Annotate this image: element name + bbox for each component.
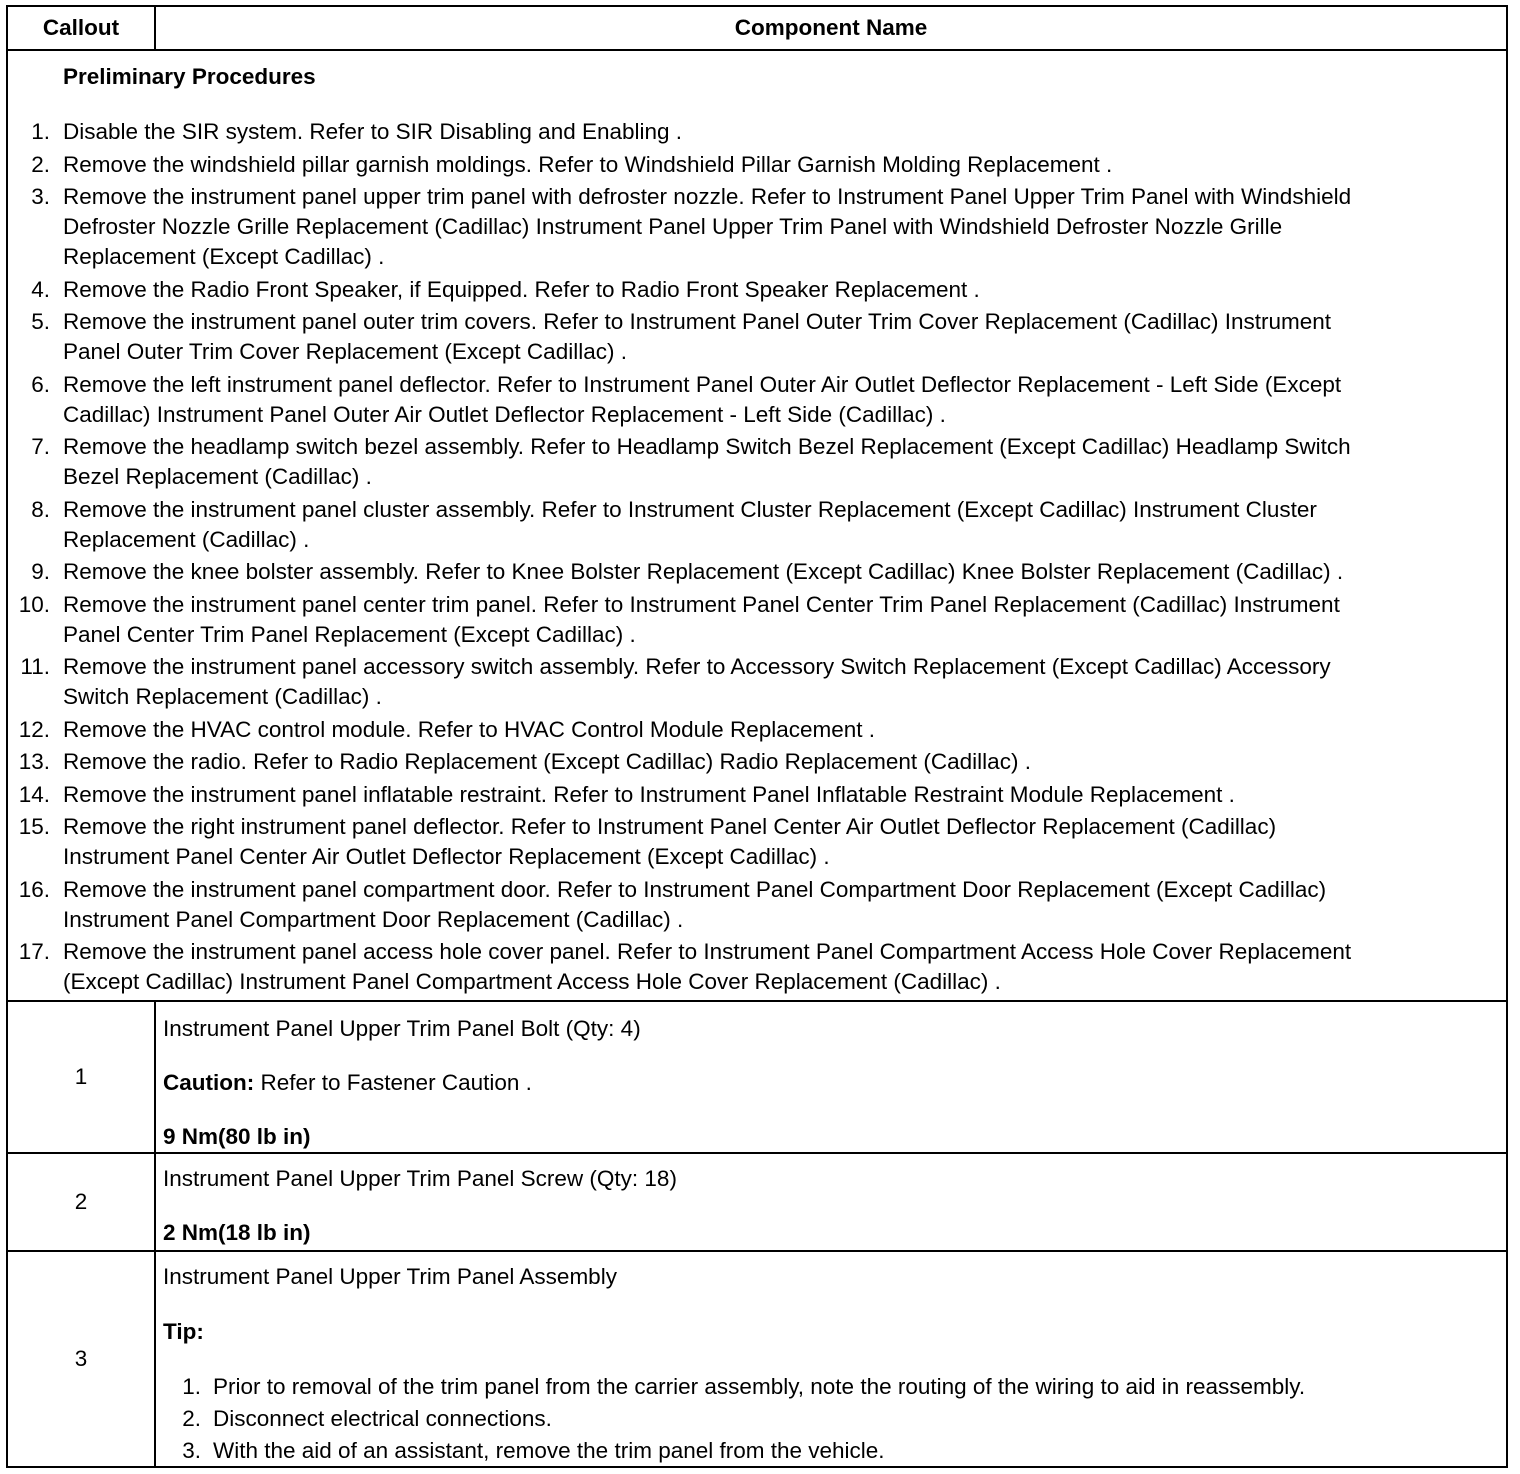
step-number: 8. <box>31 496 50 522</box>
component-name: Instrument Panel Upper Trim Panel Assembly <box>163 1264 617 1289</box>
step-text-line: Remove the Radio Front Speaker, if Equipped. Refer to Radio Front Speaker Replacement . <box>63 276 980 302</box>
step-number: 2. <box>31 151 50 177</box>
torque-spec: 9 Nm(80 lb in) <box>163 1124 311 1149</box>
step-number: 11. <box>20 654 50 679</box>
step-text-line: Remove the instrument panel upper trim panel with defroster nozzle. Refer to Instrument Panel Upper Trim Panel with Windshield <box>63 184 1352 209</box>
step-text-line: Remove the radio. Refer to Radio Replacement (Except Cadillac) Radio Replacement (Cadillac) . <box>63 749 1031 774</box>
tip-number: 1. <box>182 1374 201 1399</box>
tip-text: Disconnect electrical connections. <box>213 1406 552 1431</box>
tip-number: 2. <box>182 1406 201 1431</box>
step-text <box>63 780 1500 810</box>
step-text-line: Remove the knee bolster assembly. Refer to Knee Bolster Replacement (Except Cadillac) Knee Bolster Replacement (Cadillac) . <box>63 559 1344 584</box>
component-name-header: Component Name <box>734 15 928 40</box>
step-text-line: Remove the instrument panel accessory switch assembly. Refer to Accessory Switch Replacement (Except Cadillac) Accessory <box>63 654 1331 679</box>
step-text <box>63 812 1500 872</box>
step-text <box>63 117 1500 147</box>
step-number: 14. <box>18 781 50 807</box>
torque-spec: 2 Nm(18 lb in) <box>163 1220 311 1245</box>
tip-label: Tip: <box>163 1319 204 1344</box>
tip-number: 3. <box>182 1438 201 1463</box>
step-text-line: Switch Replacement (Cadillac) . <box>63 684 382 709</box>
step-text-line: Bezel Replacement (Cadillac) . <box>63 464 372 489</box>
step-number: 4. <box>31 276 50 302</box>
step-number: 13. <box>18 749 50 774</box>
step-number: 6. <box>31 371 50 397</box>
tip-text: Prior to removal of the trim panel from the carrier assembly, note the routing of the wiring to aid in reassembly. <box>213 1374 1306 1399</box>
step-text <box>63 275 1500 305</box>
table-row <box>8 1252 1506 1466</box>
step-text-line: Panel Outer Trim Cover Replacement (Except Cadillac) . <box>63 339 627 364</box>
step-text-line: Replacement (Cadillac) . <box>63 526 310 552</box>
callout-number: 3 <box>8 1252 156 1466</box>
step-text-line: Remove the instrument panel access hole cover panel. Refer to Instrument Panel Compartment Access Hole Cover Replacement <box>63 939 1352 964</box>
callout-number: 1 <box>8 1002 156 1152</box>
step-text <box>63 875 1500 935</box>
component-cell <box>163 1252 1506 1466</box>
step-text <box>63 432 1500 492</box>
step-text-line: Remove the instrument panel cluster assembly. Refer to Instrument Cluster Replacement (Except Cadillac) Instrument Cluster <box>63 496 1317 522</box>
procedure-table <box>6 5 1508 1468</box>
step-number: 17. <box>18 939 50 964</box>
step-text-line: Remove the HVAC control module. Refer to HVAC Control Module Replacement . <box>63 716 876 742</box>
table-row <box>8 1154 1506 1252</box>
step-text <box>63 495 1500 555</box>
step-number: 7. <box>31 434 50 459</box>
step-text-line: Remove the left instrument panel deflector. Refer to Instrument Panel Outer Air Outlet Deflector Replacement - Left Side (Except <box>63 371 1342 397</box>
step-text-line: Remove the instrument panel center trim panel. Refer to Instrument Panel Center Trim Panel Replacement (Cadillac) Instrument <box>63 591 1340 617</box>
step-number: 10. <box>18 591 50 617</box>
step-text-line: Remove the headlamp switch bezel assembly. Refer to Headlamp Switch Bezel Replacement (Except Cadillac) Headlamp Switch <box>63 434 1351 459</box>
step-text-line: Cadillac) Instrument Panel Outer Air Outlet Deflector Replacement - Left Side (Cadillac) . <box>63 401 946 427</box>
step-text <box>63 150 1500 180</box>
step-text <box>63 937 1500 997</box>
caution-note <box>163 1068 532 1098</box>
step-text-line: (Except Cadillac) Instrument Panel Compartment Access Hole Cover Replacement (Cadillac) . <box>63 969 1001 994</box>
step-text-line: Remove the right instrument panel deflector. Refer to Instrument Panel Center Air Outlet Deflector Replacement (Cadillac) <box>63 814 1277 839</box>
step-text <box>63 557 1500 587</box>
component-cell <box>163 1154 1506 1250</box>
table-header <box>8 7 1506 51</box>
table-row <box>8 1002 1506 1154</box>
step-number: 9. <box>31 559 50 584</box>
caution-text: Refer to Fastener Caution . <box>254 1070 532 1095</box>
step-number: 12. <box>18 716 50 742</box>
caution-label: Caution: <box>163 1070 255 1095</box>
step-text-line: Panel Center Trim Panel Replacement (Except Cadillac) . <box>63 621 636 647</box>
preliminary-procedures <box>8 51 1506 1002</box>
step-text <box>63 747 1500 777</box>
step-text <box>63 652 1500 712</box>
step-number: 16. <box>18 876 50 902</box>
step-text <box>63 307 1500 367</box>
callout-number: 2 <box>8 1154 156 1250</box>
step-text-line: Defroster Nozzle Grille Replacement (Cadillac) Instrument Panel Upper Trim Panel with Windshield Defroster Nozzle Grille <box>63 214 1283 239</box>
step-number: 5. <box>31 309 50 334</box>
step-text-line: Remove the windshield pillar garnish moldings. Refer to Windshield Pillar Garnish Molding Replacement . <box>63 151 1113 177</box>
step-number: 1. <box>31 119 50 144</box>
step-text-line: Replacement (Except Cadillac) . <box>63 244 385 269</box>
preliminary-title: Preliminary Procedures <box>63 64 316 89</box>
step-text-line: Remove the instrument panel inflatable restraint. Refer to Instrument Panel Inflatable Restraint Module Replacement . <box>63 781 1235 807</box>
component-name: Instrument Panel Upper Trim Panel Bolt (Qty: 4) <box>163 1016 641 1041</box>
step-text-line: Instrument Panel Center Air Outlet Deflector Replacement (Except Cadillac) . <box>63 844 830 869</box>
component-cell <box>163 1002 1506 1152</box>
step-text-line: Disable the SIR system. Refer to SIR Disabling and Enabling . <box>63 119 683 144</box>
tip-text: With the aid of an assistant, remove the trim panel from the vehicle. <box>213 1438 885 1463</box>
step-text <box>63 370 1500 430</box>
step-text <box>63 590 1500 650</box>
step-text-line: Remove the instrument panel outer trim covers. Refer to Instrument Panel Outer Trim Cover Replacement (Cadillac) Instrument <box>63 309 1331 334</box>
step-text-line: Remove the instrument panel compartment door. Refer to Instrument Panel Compartment Door Replacement (Except Cadillac) <box>63 876 1327 902</box>
step-number: 3. <box>31 184 50 209</box>
step-text <box>63 715 1500 745</box>
step-text-line: Instrument Panel Compartment Door Replacement (Cadillac) . <box>63 906 684 932</box>
component-name: Instrument Panel Upper Trim Panel Screw (Qty: 18) <box>163 1166 677 1191</box>
step-number: 15. <box>18 814 50 839</box>
step-text <box>63 182 1500 272</box>
callout-header: Callout <box>8 7 156 49</box>
